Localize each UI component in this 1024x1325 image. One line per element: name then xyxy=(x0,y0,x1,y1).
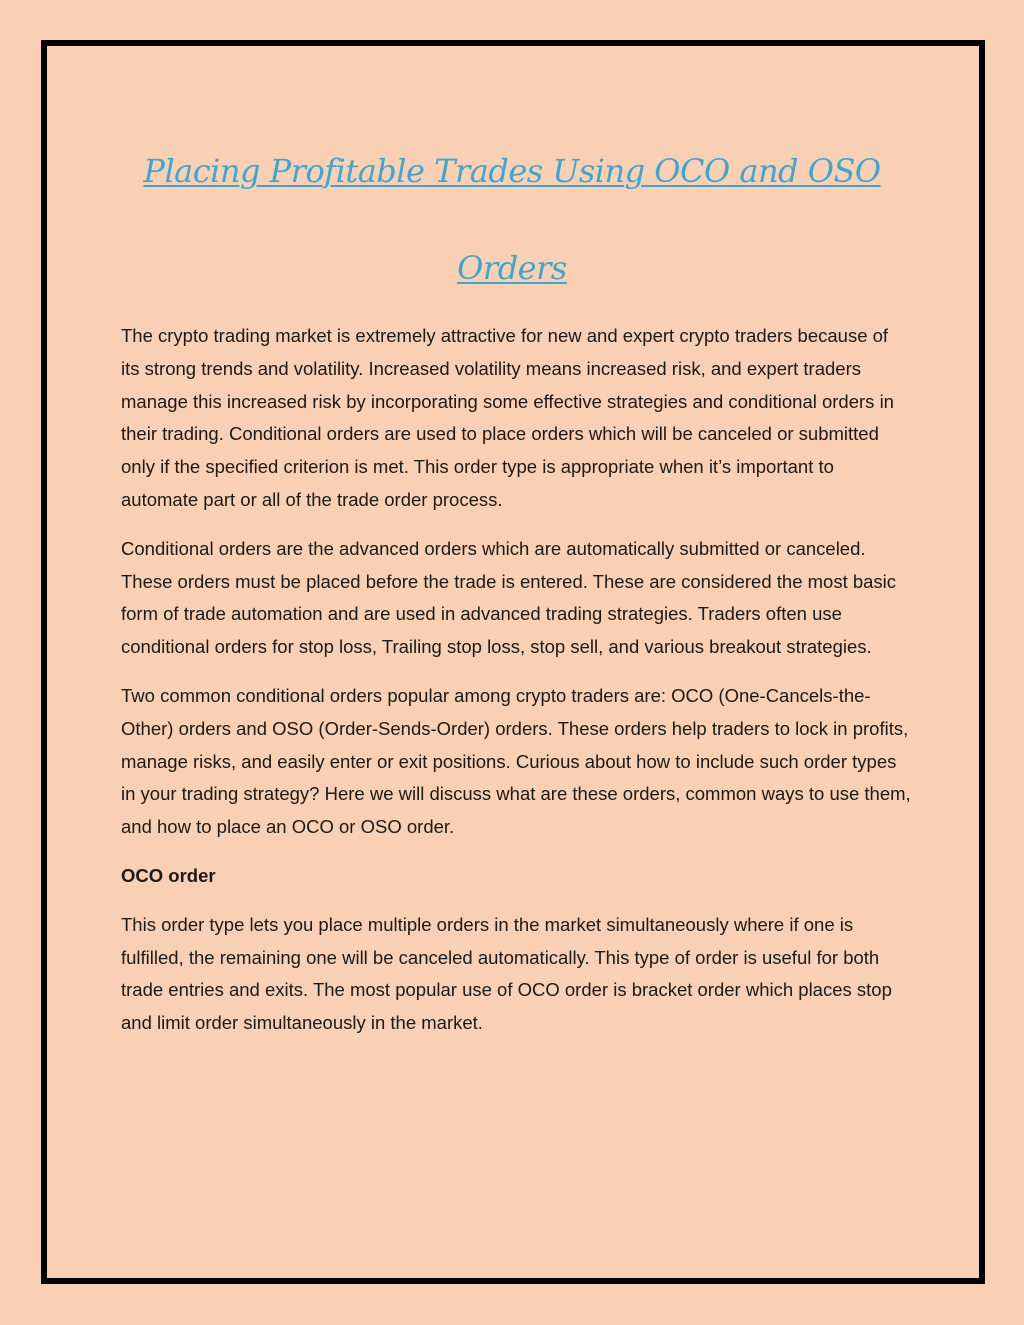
intro-paragraph: The crypto trading market is extremely attractive for new and expert crypto traders because of its strong trends and volatility. Increased volatility means increased risk, and expert traders manage this increased risk by incorporating some effective strategies and conditional orders in their trading. Conditional orders are used to place orders which will be canceled or submitted only if the specified criterion is met. This order type is appropriate when it’s important to automate part or all of the trade order process. xyxy=(121,325,894,510)
conditional-orders-paragraph: Conditional orders are the advanced orders which are automatically submitted or canceled. These orders must be placed before the trade is entered. These are considered the most basic form of trade automation and are used in advanced trading strategies. Traders often use conditional orders for stop loss, Trailing stop loss, stop sell, and various breakout strategies. xyxy=(121,537,897,658)
article-body xyxy=(121,320,911,1056)
oco-section-heading: OCO order xyxy=(121,864,216,886)
oco-paragraph: This order type lets you place multiple orders in the market simultaneously where if one is fulfilled, the remaining one will be canceled automatically. This type of order is useful for both trade entries and exits. The most popular use of OCO order is bracket order which places stop and limit order simultaneously in the market. xyxy=(121,913,892,1034)
title-link-line-2[interactable]: Orders xyxy=(457,249,567,287)
common-orders-paragraph: Two common conditional orders popular among crypto traders are: OCO (One-Cancels-the-Other) orders and OSO (Order-Sends-Order) orders. These orders help traders to lock in profits, manage risks, and easily enter or exit positions. Curious about how to include such order types in your trading strategy? Here we will discuss what are these orders, common ways to use them, and how to place an OCO or OSO order. xyxy=(121,684,911,838)
title-link-line-1[interactable]: Placing Profitable Trades Using OCO and OSO xyxy=(143,152,881,190)
